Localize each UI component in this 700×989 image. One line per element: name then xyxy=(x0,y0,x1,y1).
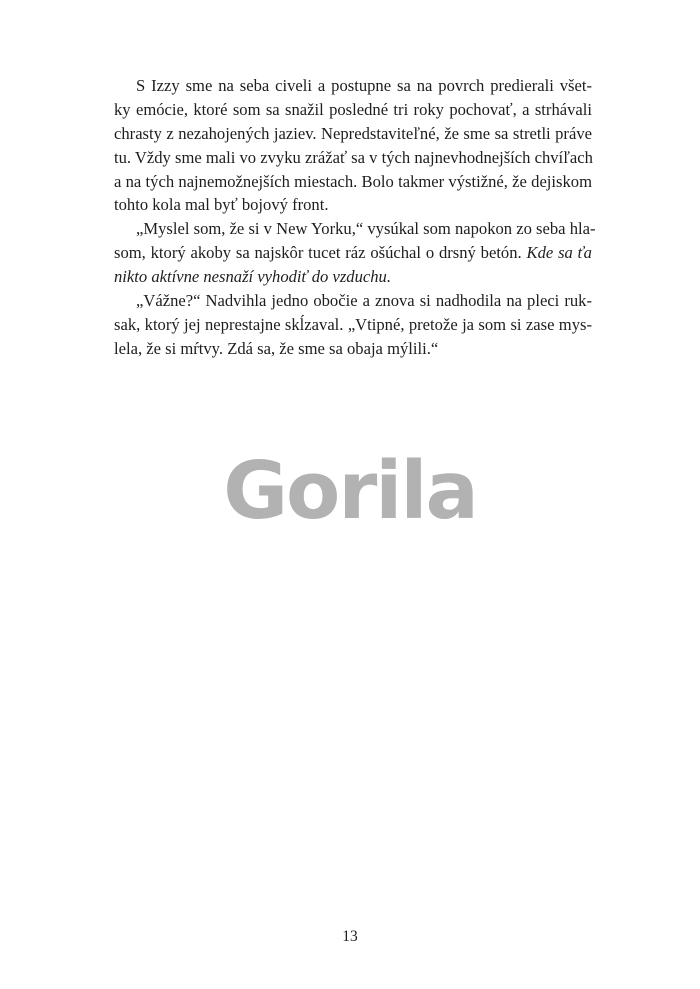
text-segment: som, ktorý akoby sa najskôr tucet ráz ošúchal o drsný betón. xyxy=(114,243,522,263)
publisher-watermark: Gorila xyxy=(223,445,477,537)
text-line: S Izzy sme na seba civeli a postupne sa na povrch predierali všet- xyxy=(136,76,592,95)
text-line: „Myslel som, že si v New Yorku,“ vysúkal som napokon zo seba hla- xyxy=(136,219,596,239)
text-line: chrasty z nezahojených jaziev. Nepredstaviteľné, že sme sa stretli práve xyxy=(114,123,592,143)
text-line: sak, ktorý jej neprestajne skĺzaval. „Vtipné, pretože ja som si zase mys- xyxy=(114,314,592,334)
text-line: tohto kola mal byť bojový front. xyxy=(114,195,329,215)
italic-text: nikto aktívne nesnaží vyhodiť do vzduchu. xyxy=(114,267,391,287)
text-line: a na tých najnemožnejších miestach. Bolo takmer výstižné, že dejiskom xyxy=(114,171,592,191)
page-number: 13 xyxy=(342,928,358,945)
italic-text: Kde sa ťa xyxy=(526,243,592,263)
text-line: tu. Vždy sme mali vo zvyku zrážať sa v tých najnevhodnejších chvíľach xyxy=(114,147,593,167)
text-line: lela, že si mŕtvy. Zdá sa, že sme sa obaja mýlili.“ xyxy=(114,338,439,358)
text-line xyxy=(114,241,592,265)
text-line: ky emócie, ktoré som sa snažil posledné tri roky pochovať, a strhávali xyxy=(114,99,592,119)
text-line: „Vážne?“ Nadvihla jedno obočie a znova si nadhodila na pleci ruk- xyxy=(136,291,592,311)
body-text xyxy=(114,74,596,361)
text-line xyxy=(114,265,592,289)
